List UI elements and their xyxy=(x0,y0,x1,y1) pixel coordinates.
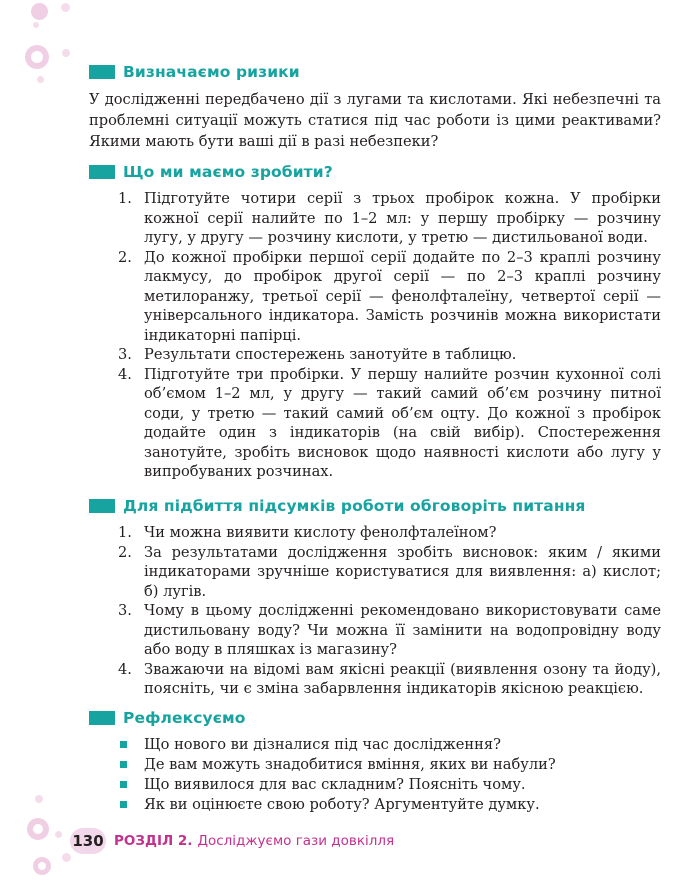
page-number: 130 xyxy=(70,828,106,854)
decor-circle xyxy=(31,3,48,20)
decor-circle xyxy=(33,22,39,28)
section-heading-reflect xyxy=(89,707,246,729)
bullet-square-icon xyxy=(120,761,127,768)
heading-marker xyxy=(89,65,115,79)
list-item xyxy=(118,248,661,346)
item-text: Що нового ви дізналися під час дослідження? xyxy=(144,736,501,753)
heading-marker xyxy=(89,499,115,513)
heading-text: Рефлексуємо xyxy=(123,709,246,727)
item-text: За результатами дослідження зробіть висновок: яким / якими індикаторами зручніше користуватися для виявлення: а) кислот; б) лугів. xyxy=(144,543,661,600)
item-text: Чи можна виявити кислоту фенолфталеїном? xyxy=(144,524,497,541)
item-number: 2. xyxy=(118,248,132,266)
decor-circle xyxy=(37,76,44,83)
item-text: Зважаючи на відомі вам якісні реакції (виявлення озону та йоду), поясніть, чи є зміна забарвлення індикаторів якісною реакцією. xyxy=(144,660,661,697)
footer-section-title: Досліджуємо гази довкілля xyxy=(197,833,395,849)
decor-circle xyxy=(62,49,70,57)
section-heading-tasks xyxy=(89,161,333,183)
bullet-square-icon xyxy=(120,781,127,788)
section-heading-risks xyxy=(89,61,300,83)
bullet-square-icon xyxy=(120,741,127,748)
item-number: 2. xyxy=(118,543,132,561)
list-item xyxy=(118,345,661,365)
heading-marker xyxy=(89,165,115,179)
list-item xyxy=(118,523,661,543)
decor-circle xyxy=(61,3,70,12)
decor-circle xyxy=(35,795,43,803)
item-text: Результати спостережень занотуйте в таблицю. xyxy=(144,346,517,363)
heading-text: Визначаємо ризики xyxy=(123,63,300,81)
risks-paragraph: У дослідженні передбачено дії з лугами та кислотами. Які небезпечні та проблемні ситуації можуть статися під час роботи із цими реактивами? Якими мають бути ваші дії в разі небезпеки? xyxy=(89,91,661,150)
item-text: Що виявилося для вас складним? Поясніть чому. xyxy=(144,776,526,793)
bullet-square-icon xyxy=(120,801,127,808)
item-text: Підготуйте три пробірки. У першу налийте розчин кухонної солі об’ємом 1–2 мл, у другу — такий самий об’єм розчину питної соди, у третю — такий самий об’єм оцту. До кожної з пробірок додайте один з індикаторів (на свій вибір). Спостереження занотуйте, зробіть висновок щодо наявності кислоти або лугу у випробуваних розчинах. xyxy=(144,365,661,480)
page-footer xyxy=(70,828,394,854)
list-item xyxy=(118,189,661,248)
item-text: Підготуйте чотири серії з трьох пробірок кожна. У пробірки кожної серії налийте по 1–2 мл: у першу пробірку — розчину лугу, у другу — розчину кислоти, у третю — дистильованої води. xyxy=(144,190,661,246)
list-item xyxy=(118,601,661,660)
list-item xyxy=(118,660,661,699)
heading-text: Для підбиття підсумків роботи обговоріть питання xyxy=(123,497,586,515)
discuss-list xyxy=(118,523,661,699)
decor-circle xyxy=(38,862,46,870)
item-text: Де вам можуть знадобитися вміння, яких ви набули? xyxy=(144,756,556,773)
item-text: До кожної пробірки першої серії додайте по 2–3 краплі розчину лакмусу, до пробірок другої серії — по 2–3 краплі розчину метилоранжу, третьої серії — фенолфталеїну, четвертої серії — універсального індикатора. Замість розчинів можна використати індикаторні папірці. xyxy=(144,248,661,344)
item-number: 4. xyxy=(118,365,132,383)
heading-text: Що ми маємо зробити? xyxy=(123,163,333,181)
list-item xyxy=(118,775,661,795)
item-number: 3. xyxy=(118,602,132,619)
list-item xyxy=(118,795,661,815)
list-item xyxy=(118,755,661,775)
item-number: 4. xyxy=(118,660,132,678)
reflect-list xyxy=(118,735,661,815)
list-item xyxy=(118,365,661,482)
decor-circle xyxy=(31,51,43,63)
list-item xyxy=(118,543,661,602)
item-number: 1. xyxy=(118,190,132,207)
decor-circle xyxy=(33,824,43,834)
item-text: Як ви оцінюєте свою роботу? Аргументуйте думку. xyxy=(144,796,540,813)
item-number: 1. xyxy=(118,524,132,541)
tasks-list xyxy=(118,189,661,482)
item-text: Чому в цьому дослідженні рекомендовано використовувати саме дистильовану воду? Чи можна її замінити на водопровідну воду або воду в пляшках із магазину? xyxy=(144,602,661,658)
decor-circle xyxy=(55,831,62,838)
list-item xyxy=(118,735,661,755)
footer-section-label: РОЗДІЛ 2. xyxy=(114,833,193,849)
decor-circle xyxy=(62,853,71,862)
section-heading-discuss xyxy=(89,495,586,517)
heading-marker xyxy=(89,711,115,725)
item-number: 3. xyxy=(118,346,132,363)
